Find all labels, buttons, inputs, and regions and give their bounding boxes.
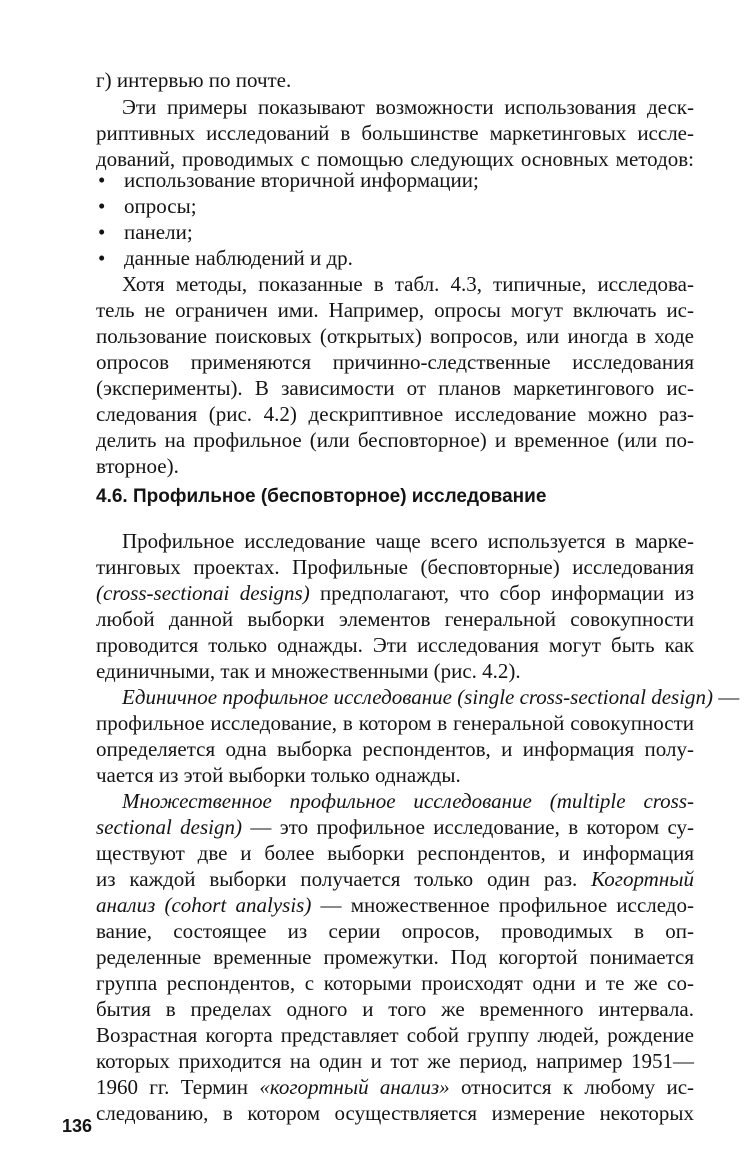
italic-term: Множественное профильное исследование (multiple cross- — [122, 789, 694, 813]
text-fragment: — — [713, 685, 740, 709]
text-line: (эксперименты). В зависимости от планов маркетингового ис- — [96, 376, 694, 400]
list-item — [98, 167, 479, 193]
text-fragment: — множественное профильное исследо- — [311, 893, 694, 917]
text-line: вторное). — [96, 454, 179, 478]
list-item-text: панели; — [124, 220, 193, 244]
text-line: опросов применяются причинно-следственные исследования — [96, 350, 694, 374]
italic-term: (cross-sectionai designs) — [96, 581, 310, 605]
text-line — [122, 788, 694, 814]
text-fragment: относится к любому ис- — [449, 1075, 695, 1099]
text-line — [96, 1074, 694, 1100]
text-line: бытия в пределах одного и того же временного интервала. — [96, 997, 694, 1021]
italic-term: анализ (cohort analysis) — [96, 893, 312, 917]
text-line: пользование поисковых (открытых) вопросов, или иногда в ходе — [96, 324, 694, 348]
text-line: которых приходится на один и тот же период, например 1951— — [96, 1049, 694, 1073]
italic-term: «когортный анализ» — [259, 1075, 450, 1099]
text-line: ределенные временные промежутки. Под когортой понимается — [96, 945, 694, 969]
text-line: Возрастная когорта представляет собой группу людей, рождение — [96, 1023, 694, 1047]
text-line — [96, 580, 694, 606]
text-line: дований, проводимых с помощью следующих основных методов: — [96, 147, 694, 171]
text-fragment: — это профильное исследование, в котором су- — [242, 815, 694, 839]
text-line — [96, 892, 694, 918]
text-fragment: 1960 гг. Термин — [96, 1075, 260, 1099]
text-line — [96, 866, 694, 892]
bullet-icon: • — [98, 194, 106, 218]
list-item-text: использование вторичной информации; — [124, 168, 479, 192]
text-line: Эти примеры показывают возможности использования деск- — [122, 95, 694, 119]
text-line: единичными, так и множественными (рис. 4.2). — [96, 659, 521, 683]
text-line: следования (рис. 4.2) дескриптивное исследование можно раз- — [96, 402, 694, 426]
text-fragment: из каждой выборки получается только один раз. — [96, 867, 592, 891]
page-number: 136 — [62, 1116, 93, 1136]
bullet-icon: • — [98, 220, 106, 244]
list-item — [98, 219, 193, 245]
list-item — [98, 245, 353, 271]
bullet-icon: • — [98, 246, 106, 270]
text-line: вание, состоящее из серии опросов, проводимых в оп- — [96, 919, 694, 943]
text-line: делить на профильное (или бесповторное) и временное (или по- — [96, 428, 694, 452]
text-line — [122, 684, 740, 710]
text-line: проводится только однажды. Эти исследования могут быть как — [96, 633, 694, 657]
section-heading: 4.6. Профильное (бесповторное) исследование — [96, 486, 547, 507]
text-line: Профильное исследование чаще всего используется в марке- — [122, 529, 694, 553]
text-line: ществуют две и более выборки респондентов, и информация — [96, 841, 694, 865]
text-line — [96, 814, 694, 840]
text-line: следованию, в котором осуществляется измерение некоторых — [96, 1101, 694, 1125]
text-line: группа респондентов, с которыми происходят одни и те же со- — [96, 971, 694, 995]
text-line: профильное исследование, в котором в генеральной совокупности — [96, 711, 694, 735]
italic-term: Когортный — [591, 867, 694, 891]
text-line: определяется одна выборка респондентов, и информация полу- — [96, 737, 694, 761]
text-line: чается из этой выборки только однажды. — [96, 763, 461, 787]
list-item-text: данные наблюдений и др. — [124, 246, 353, 270]
italic-term: sectional design) — [96, 815, 242, 839]
text-line: любой данной выборки элементов генеральной совокупности — [96, 607, 694, 631]
list-item — [98, 193, 197, 219]
bullet-icon: • — [98, 168, 106, 192]
text-line: тинговых проектах. Профильные (бесповторные) исследования — [96, 555, 694, 579]
text-line: г) интервью по почте. — [96, 68, 292, 92]
text-line: риптивных исследований в большинстве маркетинговых иссле- — [96, 121, 694, 145]
list-item-text: опросы; — [124, 194, 197, 218]
text-line: Хотя методы, показанные в табл. 4.3, типичные, исследова- — [122, 272, 694, 296]
italic-term: Единичное профильное исследование (single cross-sectional design) — [122, 685, 714, 709]
text-fragment: предполагают, что сбор информации из — [309, 581, 694, 605]
text-line: тель не ограничен ими. Например, опросы могут включать ис- — [96, 298, 694, 322]
